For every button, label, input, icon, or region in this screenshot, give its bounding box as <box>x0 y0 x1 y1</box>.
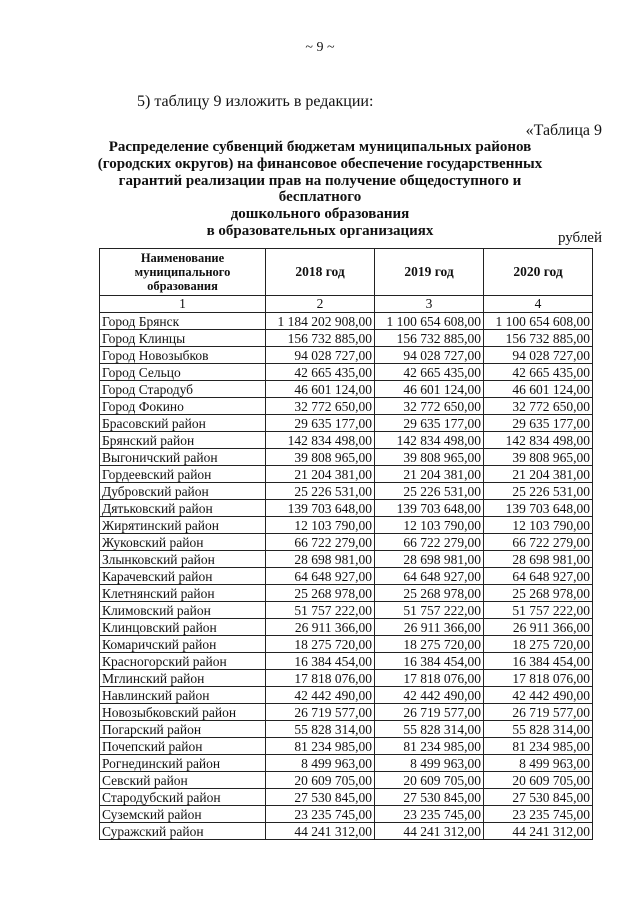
value-2019-cell: 81 234 985,00 <box>375 738 484 755</box>
table-row <box>100 313 593 330</box>
value-2019-cell: 20 609 705,00 <box>375 772 484 789</box>
value-2020-cell: 25 268 978,00 <box>484 585 593 602</box>
value-2020-cell: 21 204 381,00 <box>484 466 593 483</box>
value-2020-cell: 25 226 531,00 <box>484 483 593 500</box>
value-2019-cell: 156 732 885,00 <box>375 330 484 347</box>
table-row <box>100 619 593 636</box>
municipality-cell: Суземский район <box>100 806 266 823</box>
value-2019-cell: 25 268 978,00 <box>375 585 484 602</box>
table-row <box>100 432 593 449</box>
value-2019-cell: 29 635 177,00 <box>375 415 484 432</box>
table-row <box>100 585 593 602</box>
value-2019-cell: 28 698 981,00 <box>375 551 484 568</box>
value-2018-cell: 23 235 745,00 <box>266 806 375 823</box>
currency-unit: рублей <box>557 230 602 246</box>
value-2020-cell: 23 235 745,00 <box>484 806 593 823</box>
table-body <box>100 313 593 840</box>
value-2020-cell: 20 609 705,00 <box>484 772 593 789</box>
value-2018-cell: 42 442 490,00 <box>266 687 375 704</box>
table-row <box>100 653 593 670</box>
value-2020-cell: 26 719 577,00 <box>484 704 593 721</box>
value-2019-cell: 94 028 727,00 <box>375 347 484 364</box>
value-2018-cell: 42 665 435,00 <box>266 364 375 381</box>
value-2019-cell: 12 103 790,00 <box>375 517 484 534</box>
value-2018-cell: 25 226 531,00 <box>266 483 375 500</box>
table-row <box>100 568 593 585</box>
value-2020-cell: 42 665 435,00 <box>484 364 593 381</box>
header-municipality: Наименование муниципального образования <box>100 249 266 296</box>
value-2018-cell: 12 103 790,00 <box>266 517 375 534</box>
municipality-cell: Выгоничский район <box>100 449 266 466</box>
municipality-cell: Брасовский район <box>100 415 266 432</box>
municipality-cell: Дубровский район <box>100 483 266 500</box>
table-row <box>100 398 593 415</box>
value-2020-cell: 139 703 648,00 <box>484 500 593 517</box>
value-2018-cell: 51 757 222,00 <box>266 602 375 619</box>
municipality-cell: Город Фокино <box>100 398 266 415</box>
value-2020-cell: 46 601 124,00 <box>484 381 593 398</box>
title-line: Распределение субвенций бюджетам муниципальных районов <box>108 139 532 155</box>
table-row <box>100 772 593 789</box>
value-2020-cell: 16 384 454,00 <box>484 653 593 670</box>
value-2019-cell: 139 703 648,00 <box>375 500 484 517</box>
value-2019-cell: 27 530 845,00 <box>375 789 484 806</box>
municipality-cell: Навлинский район <box>100 687 266 704</box>
table-row <box>100 823 593 840</box>
value-2018-cell: 139 703 648,00 <box>266 500 375 517</box>
value-2020-cell: 12 103 790,00 <box>484 517 593 534</box>
municipality-cell: Город Клинцы <box>100 330 266 347</box>
value-2018-cell: 17 818 076,00 <box>266 670 375 687</box>
column-number: 2 <box>266 296 375 313</box>
value-2018-cell: 81 234 985,00 <box>266 738 375 755</box>
value-2019-cell: 42 665 435,00 <box>375 364 484 381</box>
table-title <box>80 139 560 240</box>
value-2019-cell: 26 911 366,00 <box>375 619 484 636</box>
value-2020-cell: 44 241 312,00 <box>484 823 593 840</box>
municipality-cell: Стародубский район <box>100 789 266 806</box>
value-2018-cell: 28 698 981,00 <box>266 551 375 568</box>
table-row <box>100 449 593 466</box>
value-2019-cell: 8 499 963,00 <box>375 755 484 772</box>
header-2019: 2019 год <box>375 249 484 296</box>
value-2019-cell: 17 818 076,00 <box>375 670 484 687</box>
municipality-cell: Брянский район <box>100 432 266 449</box>
value-2019-cell: 142 834 498,00 <box>375 432 484 449</box>
subsidy-table <box>99 248 593 840</box>
table-row <box>100 500 593 517</box>
municipality-cell: Клинцовский район <box>100 619 266 636</box>
table-row <box>100 602 593 619</box>
value-2019-cell: 32 772 650,00 <box>375 398 484 415</box>
value-2018-cell: 16 384 454,00 <box>266 653 375 670</box>
title-line: (городских округов) на финансовое обеспечение государственных <box>97 155 543 172</box>
value-2018-cell: 18 275 720,00 <box>266 636 375 653</box>
page-number: ~ 9 ~ <box>305 40 335 55</box>
table-row <box>100 721 593 738</box>
municipality-cell: Мглинский район <box>100 670 266 687</box>
municipality-cell: Красногорский район <box>100 653 266 670</box>
table-row <box>100 670 593 687</box>
municipality-cell: Погарский район <box>100 721 266 738</box>
value-2020-cell: 26 911 366,00 <box>484 619 593 636</box>
value-2020-cell: 94 028 727,00 <box>484 347 593 364</box>
value-2020-cell: 81 234 985,00 <box>484 738 593 755</box>
value-2018-cell: 29 635 177,00 <box>266 415 375 432</box>
value-2018-cell: 21 204 381,00 <box>266 466 375 483</box>
municipality-cell: Карачевский район <box>100 568 266 585</box>
table-row <box>100 738 593 755</box>
table-row <box>100 755 593 772</box>
header-row <box>100 249 593 296</box>
value-2020-cell: 17 818 076,00 <box>484 670 593 687</box>
column-number: 3 <box>375 296 484 313</box>
table-row <box>100 330 593 347</box>
municipality-cell: Почепский район <box>100 738 266 755</box>
value-2019-cell: 66 722 279,00 <box>375 534 484 551</box>
value-2019-cell: 44 241 312,00 <box>375 823 484 840</box>
value-2020-cell: 55 828 314,00 <box>484 721 593 738</box>
value-2018-cell: 27 530 845,00 <box>266 789 375 806</box>
header-2020: 2020 год <box>484 249 593 296</box>
table-row <box>100 364 593 381</box>
value-2019-cell: 23 235 745,00 <box>375 806 484 823</box>
table-row <box>100 534 593 551</box>
municipality-cell: Новозыбковский район <box>100 704 266 721</box>
municipality-cell: Город Стародуб <box>100 381 266 398</box>
value-2018-cell: 26 719 577,00 <box>266 704 375 721</box>
municipality-cell: Комаричский район <box>100 636 266 653</box>
value-2020-cell: 32 772 650,00 <box>484 398 593 415</box>
value-2020-cell: 18 275 720,00 <box>484 636 593 653</box>
value-2020-cell: 27 530 845,00 <box>484 789 593 806</box>
municipality-cell: Клетнянский район <box>100 585 266 602</box>
title-line: в образовательных организациях <box>206 222 434 239</box>
title-line: гарантий реализации прав на получение общедоступного и бесплатного <box>118 172 522 206</box>
table-row <box>100 789 593 806</box>
value-2020-cell: 8 499 963,00 <box>484 755 593 772</box>
value-2020-cell: 1 100 654 608,00 <box>484 313 593 330</box>
value-2019-cell: 18 275 720,00 <box>375 636 484 653</box>
intro-text: 5) таблицу 9 изложить в редакции: <box>137 93 374 110</box>
value-2018-cell: 8 499 963,00 <box>266 755 375 772</box>
value-2019-cell: 21 204 381,00 <box>375 466 484 483</box>
value-2019-cell: 16 384 454,00 <box>375 653 484 670</box>
municipality-cell: Дятьковский район <box>100 500 266 517</box>
table-row <box>100 483 593 500</box>
table-row <box>100 636 593 653</box>
value-2018-cell: 94 028 727,00 <box>266 347 375 364</box>
table-row <box>100 806 593 823</box>
value-2018-cell: 25 268 978,00 <box>266 585 375 602</box>
municipality-cell: Город Сельцо <box>100 364 266 381</box>
municipality-cell: Злынковский район <box>100 551 266 568</box>
value-2018-cell: 20 609 705,00 <box>266 772 375 789</box>
value-2019-cell: 64 648 927,00 <box>375 568 484 585</box>
table-row <box>100 517 593 534</box>
municipality-cell: Город Брянск <box>100 313 266 330</box>
value-2018-cell: 39 808 965,00 <box>266 449 375 466</box>
value-2019-cell: 46 601 124,00 <box>375 381 484 398</box>
column-number-row <box>100 296 593 313</box>
value-2018-cell: 1 184 202 908,00 <box>266 313 375 330</box>
municipality-cell: Суражский район <box>100 823 266 840</box>
column-number: 4 <box>484 296 593 313</box>
value-2019-cell: 51 757 222,00 <box>375 602 484 619</box>
table-label: «Таблица 9 <box>525 122 602 139</box>
table-row <box>100 381 593 398</box>
value-2019-cell: 39 808 965,00 <box>375 449 484 466</box>
value-2018-cell: 64 648 927,00 <box>266 568 375 585</box>
value-2020-cell: 51 757 222,00 <box>484 602 593 619</box>
value-2020-cell: 28 698 981,00 <box>484 551 593 568</box>
value-2020-cell: 142 834 498,00 <box>484 432 593 449</box>
value-2019-cell: 26 719 577,00 <box>375 704 484 721</box>
table-row <box>100 704 593 721</box>
value-2020-cell: 39 808 965,00 <box>484 449 593 466</box>
value-2018-cell: 66 722 279,00 <box>266 534 375 551</box>
value-2019-cell: 25 226 531,00 <box>375 483 484 500</box>
table-row <box>100 415 593 432</box>
value-2019-cell: 1 100 654 608,00 <box>375 313 484 330</box>
municipality-cell: Жирятинский район <box>100 517 266 534</box>
value-2020-cell: 64 648 927,00 <box>484 568 593 585</box>
municipality-cell: Севский район <box>100 772 266 789</box>
value-2020-cell: 66 722 279,00 <box>484 534 593 551</box>
value-2018-cell: 32 772 650,00 <box>266 398 375 415</box>
value-2019-cell: 42 442 490,00 <box>375 687 484 704</box>
header-2018: 2018 год <box>266 249 375 296</box>
table-row <box>100 687 593 704</box>
column-number: 1 <box>100 296 266 313</box>
value-2020-cell: 156 732 885,00 <box>484 330 593 347</box>
table-row <box>100 551 593 568</box>
table-row <box>100 466 593 483</box>
value-2018-cell: 44 241 312,00 <box>266 823 375 840</box>
municipality-cell: Климовский район <box>100 602 266 619</box>
value-2020-cell: 29 635 177,00 <box>484 415 593 432</box>
value-2018-cell: 142 834 498,00 <box>266 432 375 449</box>
municipality-cell: Жуковский район <box>100 534 266 551</box>
value-2019-cell: 55 828 314,00 <box>375 721 484 738</box>
value-2018-cell: 55 828 314,00 <box>266 721 375 738</box>
municipality-cell: Гордеевский район <box>100 466 266 483</box>
municipality-cell: Рогнединский район <box>100 755 266 772</box>
value-2020-cell: 42 442 490,00 <box>484 687 593 704</box>
title-line: дошкольного образования <box>230 206 410 223</box>
table-row <box>100 347 593 364</box>
value-2018-cell: 46 601 124,00 <box>266 381 375 398</box>
municipality-cell: Город Новозыбков <box>100 347 266 364</box>
value-2018-cell: 156 732 885,00 <box>266 330 375 347</box>
value-2018-cell: 26 911 366,00 <box>266 619 375 636</box>
